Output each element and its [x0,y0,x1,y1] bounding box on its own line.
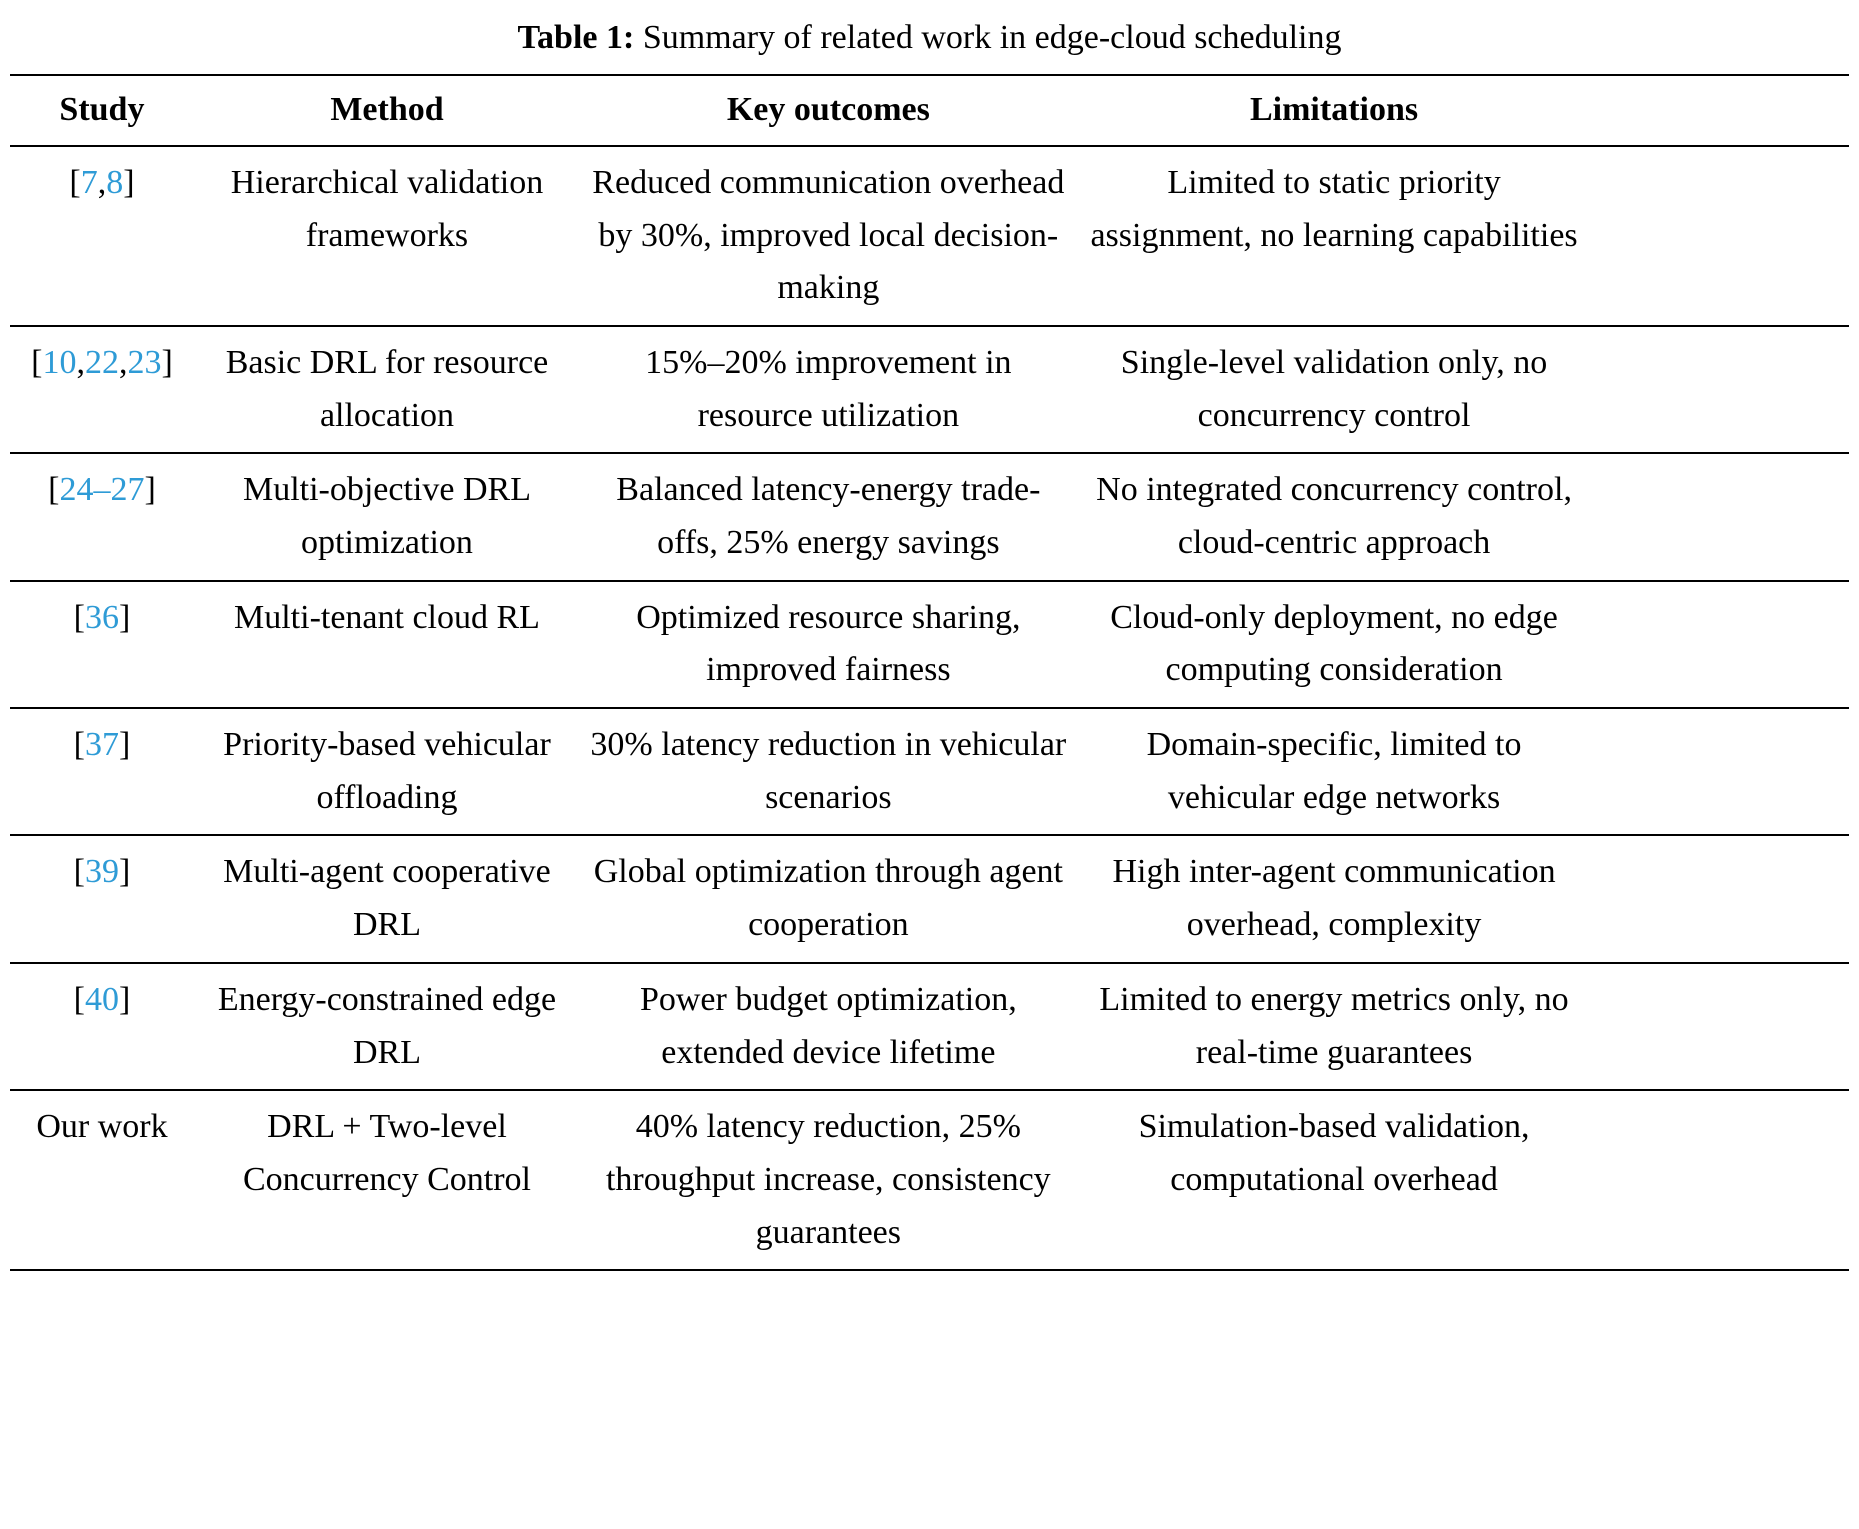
limitations-cell: Limited to static priority assignment, no learning capabilities [1077,146,1592,326]
study-text: , [97,163,107,201]
study-text: , [76,343,85,381]
method-cell: Priority-based vehicular offloading [194,708,580,835]
spacer-cell [1592,453,1850,580]
caption-label: Table 1: [517,19,635,56]
study-text: Our work [36,1108,168,1146]
study-text: ] [118,726,131,764]
limitations-cell: High inter-agent communication overhead, complexity [1077,835,1592,962]
table-row [10,835,1849,962]
method-cell: DRL + Two-level Concurrency Control [194,1090,580,1270]
study-text: [ [48,471,60,509]
citation-link[interactable]: 36 [84,598,119,636]
study-text: ] [161,343,173,381]
spacer-cell [1592,835,1850,962]
method-cell: Basic DRL for resource allocation [194,326,580,453]
limitations-cell: Cloud-only deployment, no edge computing consideration [1077,581,1592,708]
method-cell: Energy-constrained edge DRL [194,963,580,1090]
spacer-cell [1592,963,1850,1090]
spacer-cell [1592,146,1850,326]
method-cell: Multi-objective DRL optimization [194,453,580,580]
table-row [10,146,1849,326]
outcomes-cell: Balanced latency-energy trade-offs, 25% energy savings [580,453,1077,580]
study-cell [10,453,194,580]
limitations-cell: Single-level validation only, no concurrency control [1077,326,1592,453]
method-cell: Multi-tenant cloud RL [194,581,580,708]
study-cell [10,146,194,326]
table-row [10,326,1849,453]
header-key-outcomes: Key outcomes [580,75,1077,146]
study-text: [ [73,980,85,1018]
method-cell: Hierarchical validation frameworks [194,146,580,326]
study-cell [10,581,194,708]
citation-link[interactable]: 23 [127,343,162,381]
citation-link[interactable]: 8 [106,163,124,201]
citation-link[interactable]: 37 [84,726,119,764]
limitations-cell: Domain-specific, limited to vehicular edge networks [1077,708,1592,835]
limitations-cell: Limited to energy metrics only, no real-time guarantees [1077,963,1592,1090]
study-text: , [118,343,128,381]
limitations-cell: Simulation-based validation, computational overhead [1077,1090,1592,1270]
table-row [10,963,1849,1090]
header-method: Method [194,75,580,146]
spacer-cell [1592,1090,1850,1270]
table-body [10,146,1849,1270]
spacer-cell [1592,326,1850,453]
citation-link[interactable]: 40 [84,980,119,1018]
outcomes-cell: 30% latency reduction in vehicular scenarios [580,708,1077,835]
header-limitations: Limitations [1077,75,1592,146]
study-cell [10,326,194,453]
outcomes-cell: Optimized resource sharing, improved fairness [580,581,1077,708]
study-cell [10,835,194,962]
citation-link[interactable]: 22 [84,343,119,381]
outcomes-cell: Reduced communication overhead by 30%, improved local decision-making [580,146,1077,326]
table-row [10,708,1849,835]
study-text: ] [118,980,131,1018]
related-work-table [10,74,1849,1271]
citation-link[interactable]: 39 [84,853,119,891]
table-row [10,453,1849,580]
spacer-cell [1592,708,1850,835]
table-row [10,1090,1849,1270]
citation-link[interactable]: 10 [42,343,77,381]
table-header-row [10,75,1849,146]
table-caption [10,16,1849,60]
study-cell [10,963,194,1090]
caption-text: Summary of related work in edge-cloud scheduling [634,19,1342,56]
citation-link[interactable]: 7 [80,163,98,201]
table-row [10,581,1849,708]
study-text: [ [31,343,43,381]
method-cell: Multi-agent cooperative DRL [194,835,580,962]
study-text: ] [123,163,135,201]
study-text: [ [69,163,81,201]
study-text: [ [73,726,85,764]
study-text: [ [73,598,85,636]
study-text: [ [73,853,85,891]
study-cell [10,1090,194,1270]
spacer-cell [1592,581,1850,708]
header-spacer [1592,75,1850,146]
study-text: ] [118,853,131,891]
outcomes-cell: 40% latency reduction, 25% throughput increase, consistency guarantees [580,1090,1077,1270]
limitations-cell: No integrated concurrency control, cloud-centric approach [1077,453,1592,580]
study-text: ] [144,471,156,509]
header-study: Study [10,75,194,146]
outcomes-cell: Global optimization through agent cooperation [580,835,1077,962]
study-text: ] [118,598,131,636]
citation-link[interactable]: 24–27 [59,471,145,509]
outcomes-cell: 15%–20% improvement in resource utilization [580,326,1077,453]
outcomes-cell: Power budget optimization, extended device lifetime [580,963,1077,1090]
study-cell [10,708,194,835]
